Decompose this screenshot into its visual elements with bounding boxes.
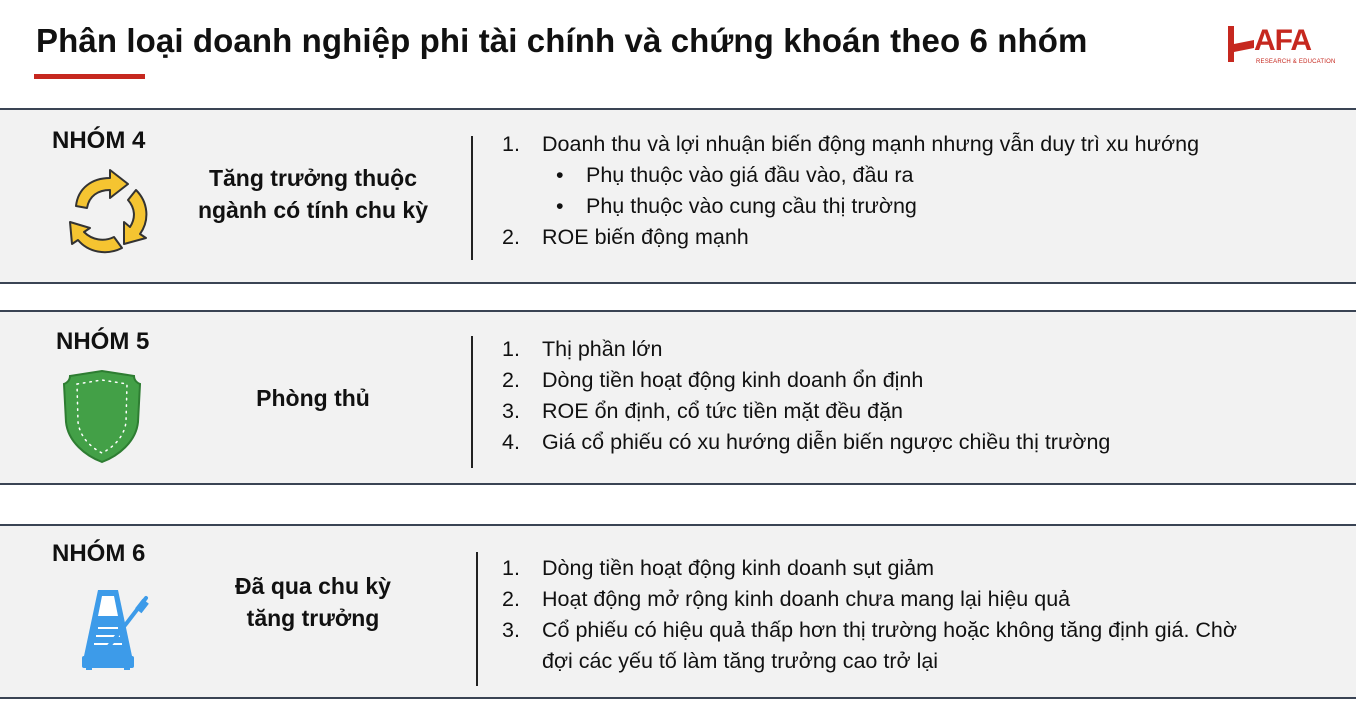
shield-icon: [62, 370, 142, 464]
item-text: ROE biến động mạnh: [542, 225, 749, 249]
list-item: [502, 365, 1110, 396]
group-panel-5: [0, 310, 1356, 485]
item-text: Hoạt động mở rộng kinh doanh chưa mang lại hiệu quả: [542, 587, 1071, 611]
group-label: NHÓM 5: [56, 328, 150, 355]
cycle-arrows-icon: [58, 166, 154, 258]
item-text: Doanh thu và lợi nhuận biến động mạnh nhưng vẫn duy trì xu hướng: [542, 132, 1200, 156]
list-item: [502, 334, 1110, 365]
item-text-continued: đợi các yếu tố làm tăng trưởng cao trở lại: [542, 649, 939, 673]
group-name: [188, 570, 438, 634]
group-label: NHÓM 6: [52, 540, 146, 567]
metronome-icon: [80, 584, 152, 670]
item-text: Giá cổ phiếu có xu hướng diễn biến ngược chiều thị trường: [542, 430, 1111, 454]
criteria-list: [502, 553, 1237, 677]
item-text: Cổ phiếu có hiệu quả thấp hơn thị trường hoặc không tăng định giá. Chờ: [542, 618, 1237, 642]
group-panel-6: [0, 524, 1356, 699]
panel-divider: [471, 336, 473, 468]
item-number: 3.: [502, 399, 520, 423]
list-item: [502, 396, 1110, 427]
sub-list-item: • Phụ thuộc vào cung cầu thị trường: [542, 191, 1199, 222]
bullet-icon: •: [556, 163, 564, 187]
afa-logo: [1224, 22, 1336, 70]
group-name-line2: tăng trưởng: [246, 605, 380, 631]
item-number: 1.: [502, 556, 520, 580]
panel-divider: [471, 136, 473, 260]
group-label: NHÓM 4: [52, 127, 146, 154]
page-title: Phân loại doanh nghiệp phi tài chính và chứng khoán theo 6 nhóm: [36, 22, 1088, 59]
item-number: 2.: [502, 368, 520, 392]
item-number: 1.: [502, 132, 520, 156]
sub-list: [542, 160, 1199, 222]
title-underline: [34, 74, 145, 79]
sub-list-item: • Phụ thuộc vào giá đầu vào, đầu ra: [542, 160, 1199, 191]
criteria-list: [502, 129, 1199, 253]
logo-mark-icon: [1224, 22, 1258, 66]
item-text: Dòng tiền hoạt động kinh doanh sụt giảm: [542, 556, 935, 580]
group-panel-4: [0, 108, 1356, 284]
group-name-line2: ngành có tính chu kỳ: [197, 197, 428, 223]
panel-divider: [476, 552, 478, 686]
group-name-line1: Phòng thủ: [256, 385, 370, 411]
item-text: Dòng tiền hoạt động kinh doanh ổn định: [542, 368, 924, 392]
list-item: [502, 553, 1237, 584]
item-number: 3.: [502, 618, 520, 642]
list-item: [502, 584, 1237, 615]
list-item: [502, 129, 1199, 222]
item-number: 4.: [502, 430, 520, 454]
bullet-icon: •: [556, 194, 564, 218]
group-name-line1: Tăng trưởng thuộc: [208, 165, 418, 191]
list-item: [502, 427, 1110, 458]
item-text: ROE ổn định, cổ tức tiền mặt đều đặn: [542, 399, 903, 423]
criteria-list: [502, 334, 1110, 458]
logo-text: AFA: [1254, 24, 1311, 57]
list-item: [502, 222, 1199, 253]
item-number: 2.: [502, 587, 520, 611]
item-number: 1.: [502, 337, 520, 361]
logo-subtext: RESEARCH & EDUCATION: [1256, 59, 1336, 65]
item-number: 2.: [502, 225, 520, 249]
group-name: [188, 382, 438, 414]
group-name: [188, 162, 438, 226]
list-item: [502, 615, 1237, 677]
group-name-line1: Đã qua chu kỳ: [235, 573, 391, 599]
item-text: Thị phần lớn: [542, 337, 663, 361]
